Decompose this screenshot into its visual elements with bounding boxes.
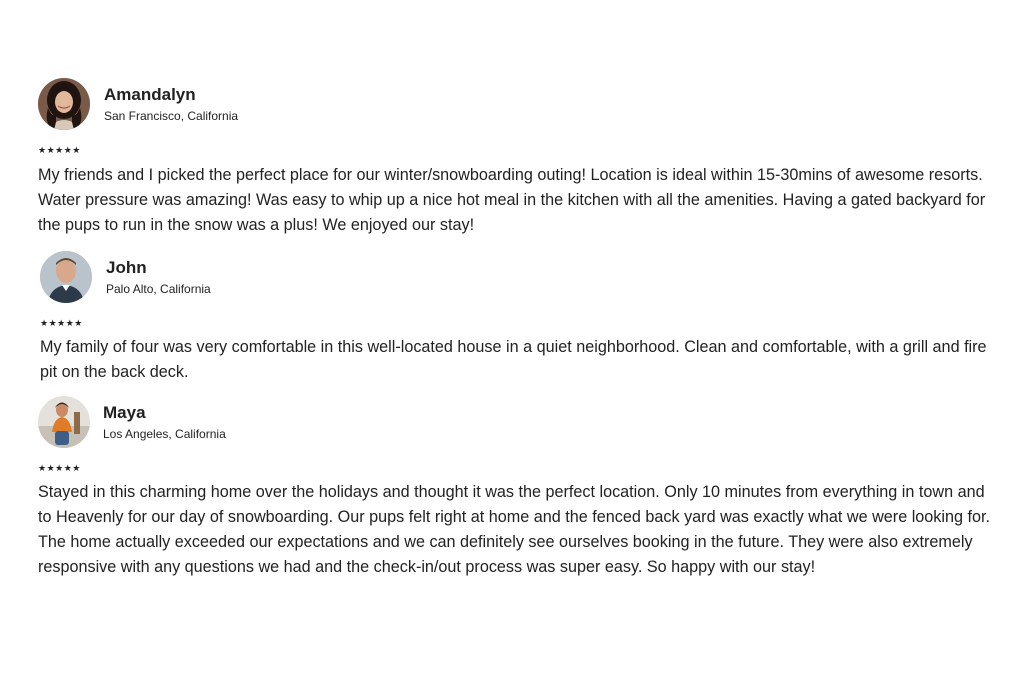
star-rating: ★★★★★ — [38, 463, 81, 473]
avatar[interactable] — [40, 251, 92, 303]
reviewer-location: Los Angeles, California — [103, 427, 226, 441]
reviewer-location: San Francisco, California — [104, 109, 239, 123]
review-text: Stayed in this charming home over the holidays and thought it was the perfect location. Only 10 minutes from everything in town and to Heavenly for our day of snowboarding. Our pups felt right at home and the fenced back yard was exactly what we were looking for. The home actually exceeded our expectations and we can definitely see ourselves booking in the future. They were also extremely responsive with any questions we had and the check-in/out process was super easy. So happy with our stay! — [38, 483, 990, 576]
review-text: My family of four was very comfortable in this well-located house in a quiet neighborhood. Clean and comfortable, with a grill and fire pit on the back deck. — [40, 338, 987, 381]
star-rating: ★★★★★ — [40, 318, 83, 328]
reviewer-name: Maya — [103, 403, 146, 422]
reviewer-name: Amandalyn — [104, 85, 196, 104]
avatar-photo-woman-icon — [38, 396, 90, 448]
review-text: My friends and I picked the perfect place for our winter/snowboarding outing! Location is ideal within 15-30mins of awesome resorts. Water pressure was amazing! Was easy to whip up a nice hot meal in the kitchen with all the amenities. Having a gated backyard for the pups to run in the snow was a plus! We enjoyed our stay! — [38, 166, 986, 234]
avatar[interactable] — [38, 78, 90, 130]
reviewer-location: Palo Alto, California — [106, 282, 211, 296]
avatar[interactable] — [38, 396, 90, 448]
avatar-photo-woman-icon — [38, 78, 90, 130]
avatar-photo-man-icon — [40, 251, 92, 303]
star-rating: ★★★★★ — [38, 145, 81, 155]
reviewer-name: John — [106, 258, 147, 277]
